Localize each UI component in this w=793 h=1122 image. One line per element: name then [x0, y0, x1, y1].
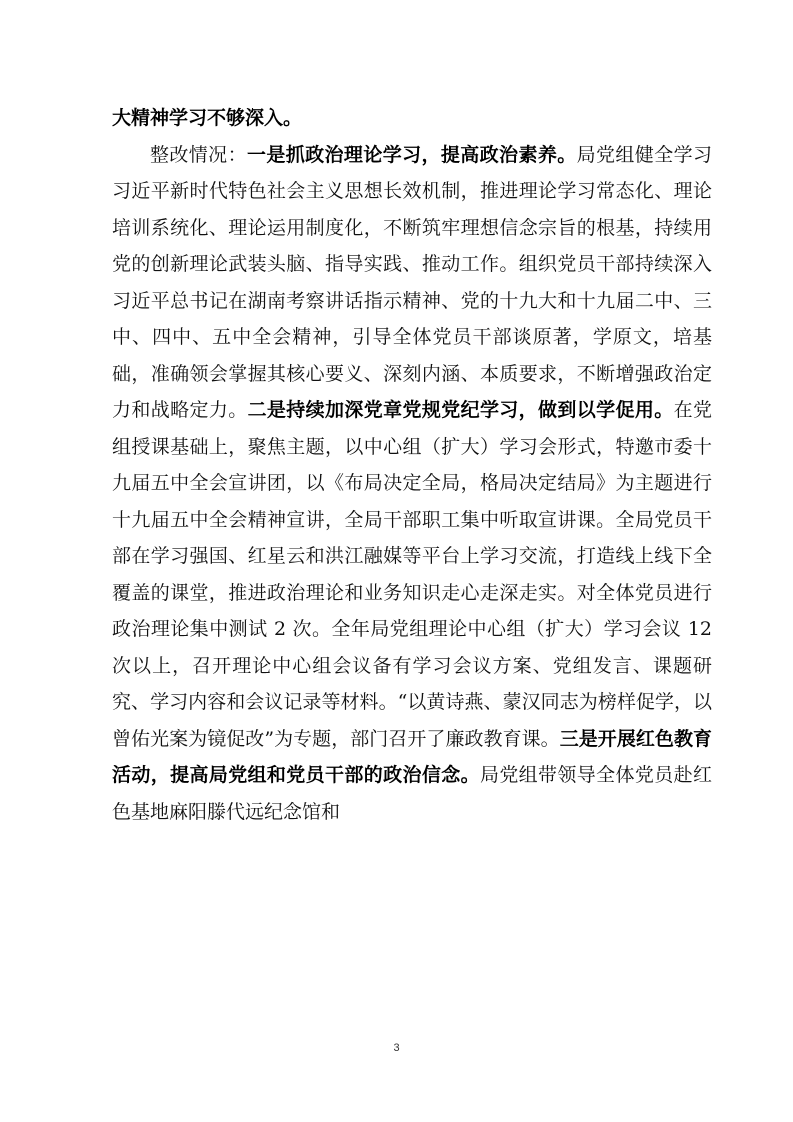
body-text	[112, 100, 712, 830]
bold-phrase: 大精神学习不够深入。	[112, 107, 303, 129]
body-point-3: 局党组带领导全体党员赴红色基地麻阳滕代远纪念馆和	[112, 764, 712, 823]
heading-point-3: 三是开展红色教育活动，提高局党组和党员干部的政治信念。	[112, 727, 712, 786]
lead-label: 整改情况：	[150, 143, 247, 166]
paragraph-continuation	[112, 100, 712, 137]
body-point-1: 局党组健全学习习近平新时代特色社会主义思想长效机制，推进理论学习常态化、理论培训系统化、理论运用制度化，不断筑牢理想信念宗旨的根基，持续用党的创新理论武装头脑、指导实践、推动工作。组织党员干部持续深入习近平总书记在湖南考察讲话指示精神、党的十九大和十九届二中、三中、四中、五中全会精神，引导全体党员干部谈原著，学原文，培基础，准确领会掌握其核心要义、深刻内涵、本质要求，不断增强政治定力和战略定力。	[112, 143, 712, 421]
body-point-2: 在党组授课基础上，聚焦主题，以中心组（扩大）学习会形式，特邀市委十九届五中全会宣讲团，以《布局决定全局，格局决定结局》为主题进行十九届五中全会精神宣讲，全局干部职工集中听取宣讲课。全局党员干部在学习强国、红星云和洪江融媒等平台上学习交流，打造线上线下全覆盖的课堂，推进政治理论和业务知识走心走深走实。对全体党员进行政治理论集中测试 2 次。全年局党组理论中心组（扩大）学习会议 12 次以上，召开理论中心组会议备有学习会议方案、党组发言、课题研究、学习内容和会议记录等材料。“以黄诗燕、蒙汉同志为榜样促学，以曾佑光案为镜促改”为专题，部门召开了廉政教育课。	[112, 399, 712, 750]
page-number: 3	[393, 1042, 400, 1054]
heading-point-2: 二是持续加深党章党规党纪学习，做到以学促用。	[247, 399, 674, 421]
paragraph-rectification	[112, 137, 712, 831]
heading-point-1: 一是抓政治理论学习，提高政治素养。	[246, 143, 577, 166]
